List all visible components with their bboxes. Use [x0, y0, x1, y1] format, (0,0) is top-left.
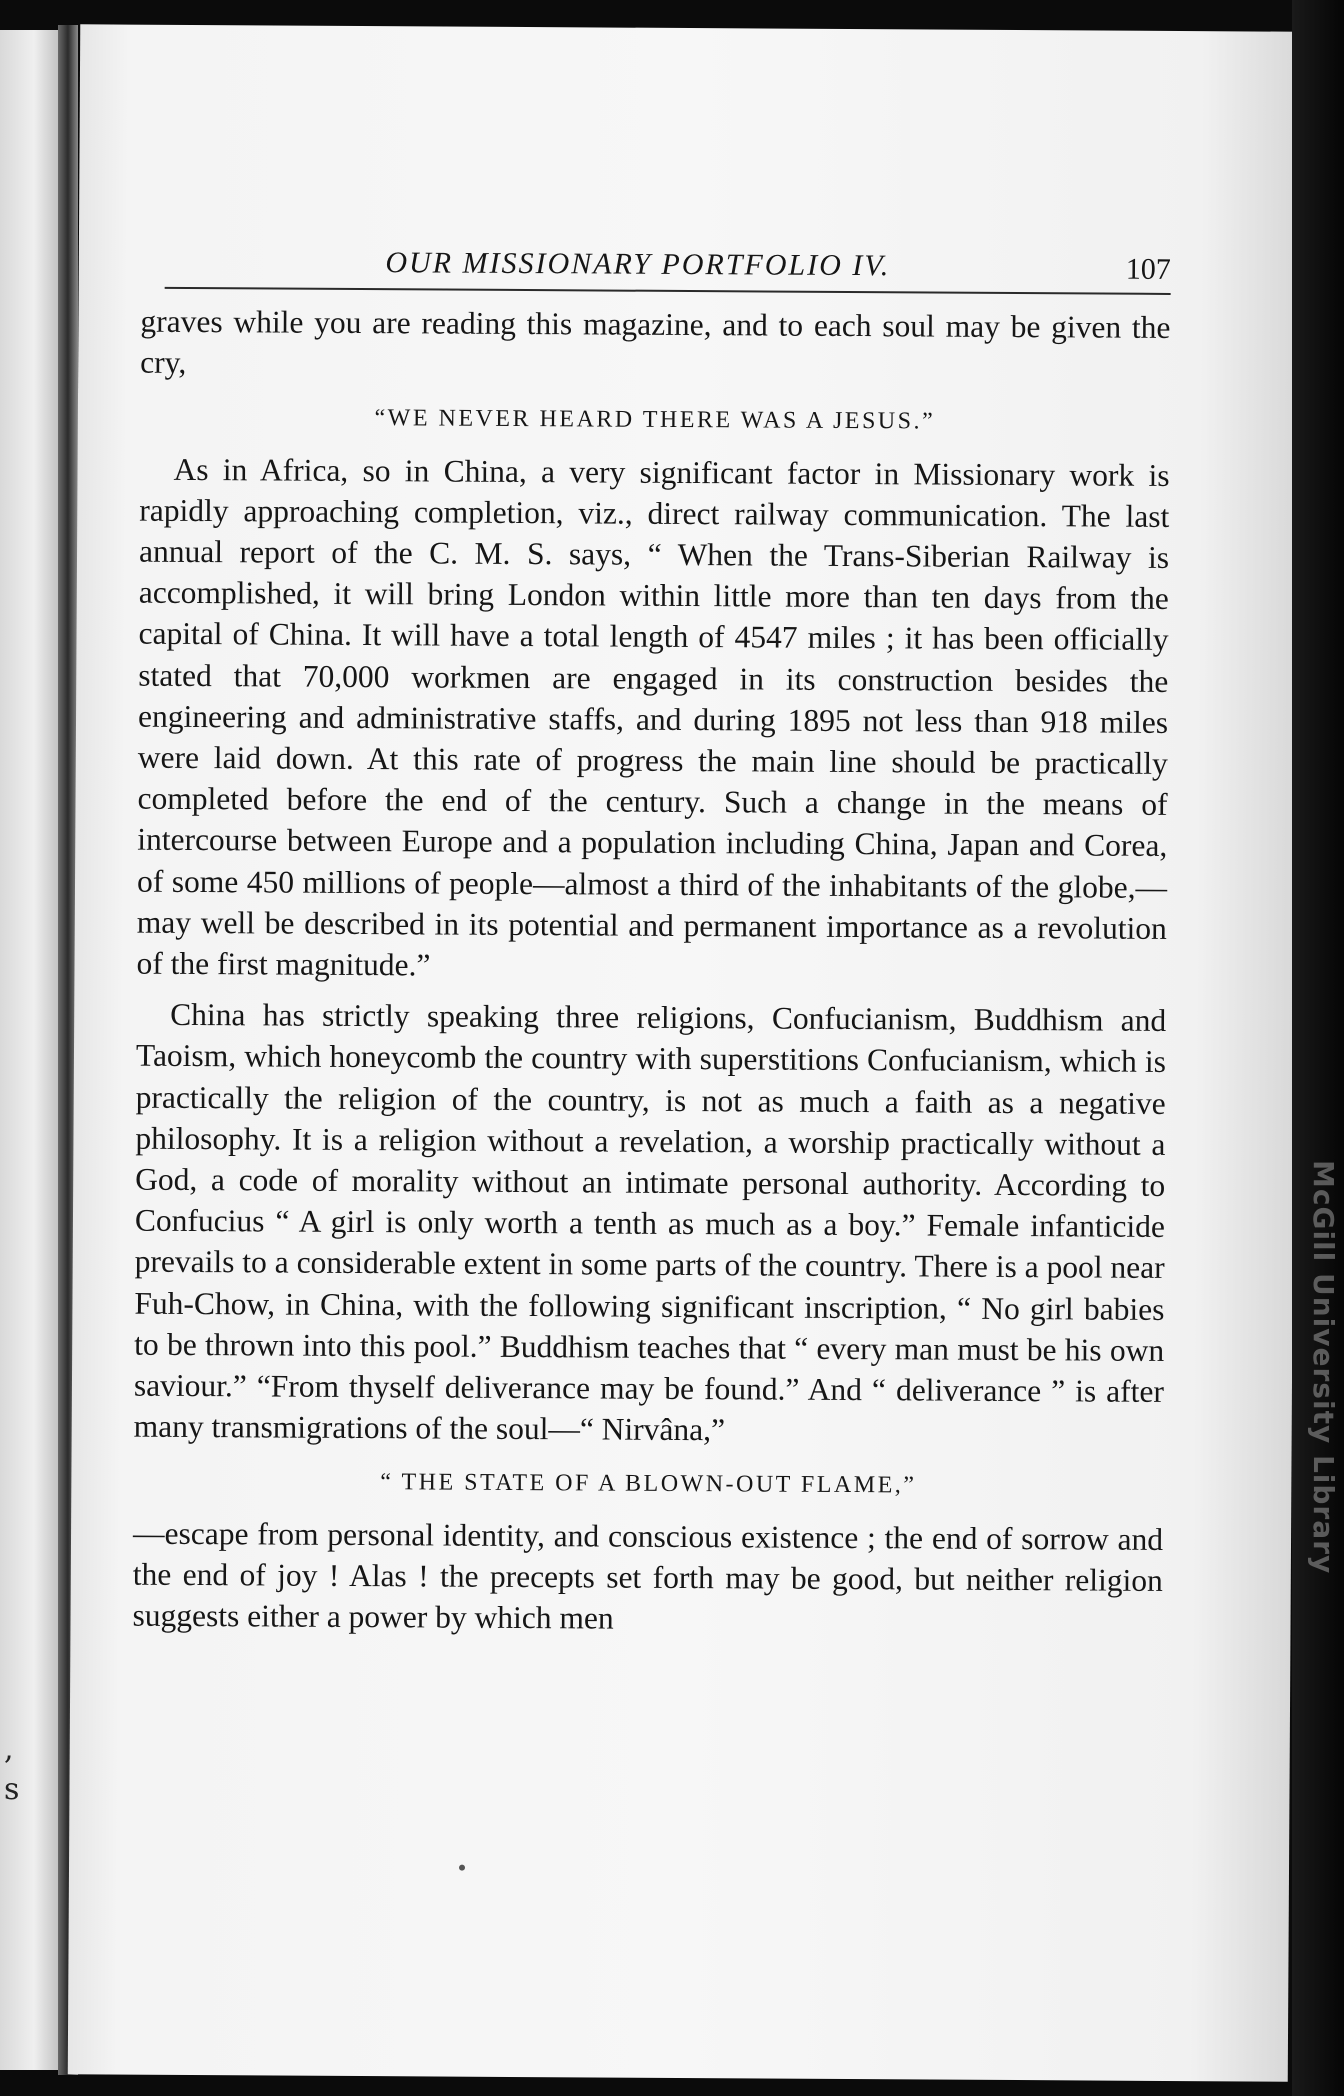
- quoted-heading: “ THE STATE OF A BLOWN-OUT FLAME,”: [380, 1469, 917, 1499]
- paragraph: China has strictly speaking three religions, Confucianism, Buddhism and Taoism, which honeycomb the country with superstitions Confucianism, which is practically the religion of the country, is not as much a faith as a negative philosophy. It is a religion without a revelation, a worship practically without a God, a code of morality without an intimate personal authority. According to Confucius “ A girl is only worth a tenth as much as a boy.” Female infanticide prevails to a considerable extent in some parts of the country. There is a pool near Fuh-Chow, in China, with the following significant inscription, “ No girl babies to be thrown into this pool.” Buddhism teaches that “ every man must be his own saviour.” “From thyself deliverance may be found.” And “ deliverance ” is after many transmigrations of the soul—“ Nirvâna,”: [133, 997, 1167, 1448]
- page-header: [165, 225, 1171, 295]
- page-content: [132, 225, 1171, 1643]
- facing-page-mark: s: [4, 1772, 20, 1807]
- body-text: [132, 301, 1170, 1643]
- page-sheet: [68, 24, 1301, 2081]
- running-title: OUR MISSIONARY PORTFOLIO IV.: [385, 246, 891, 283]
- ink-speck: [459, 1865, 465, 1871]
- facing-page-edge: [0, 30, 62, 2070]
- facing-page-marks: [4, 1730, 19, 1810]
- quoted-heading: “WE NEVER HEARD THERE WAS A JESUS.”: [374, 405, 936, 435]
- paragraph: As in Africa, so in China, a very significant factor in Missionary work is rapidly approaching completion, viz., direct railway communication. The last annual report of the C. M. S. says, “ When the Trans-Siberian Railway is accomplished, it will bring London within little more than ten days from the capital of China. It will have a total length of 4547 miles ; it has been officially stated that 70,000 workmen are engaged in its construction besides the engineering and administrative staffs, and during 1895 not less than 918 miles were laid down. At this rate of progress the main line should be practically completed before the end of the century. Such a change in the means of intercourse between Europe and a population including China, Japan and Corea, of some 450 millions of people—almost a third of the inhabitants of the globe,—may well be described in its potential and permanent importance as a revolution of the first magnitude.”: [136, 451, 1170, 983]
- right-binding-edge: [1292, 0, 1344, 2096]
- facing-page-mark: ,: [4, 1732, 14, 1767]
- page-number: 107: [1125, 252, 1171, 286]
- paragraph: —escape from personal identity, and conscious existence ; the end of sorrow and the end of joy ! Alas ! the precepts set forth may be good, but neither religion suggests either a power by which men: [132, 1515, 1164, 1636]
- paragraph: graves while you are reading this magazine, and to each soul may be given the cry,: [140, 303, 1171, 381]
- library-stamp: McGill University Library: [1307, 1160, 1340, 1575]
